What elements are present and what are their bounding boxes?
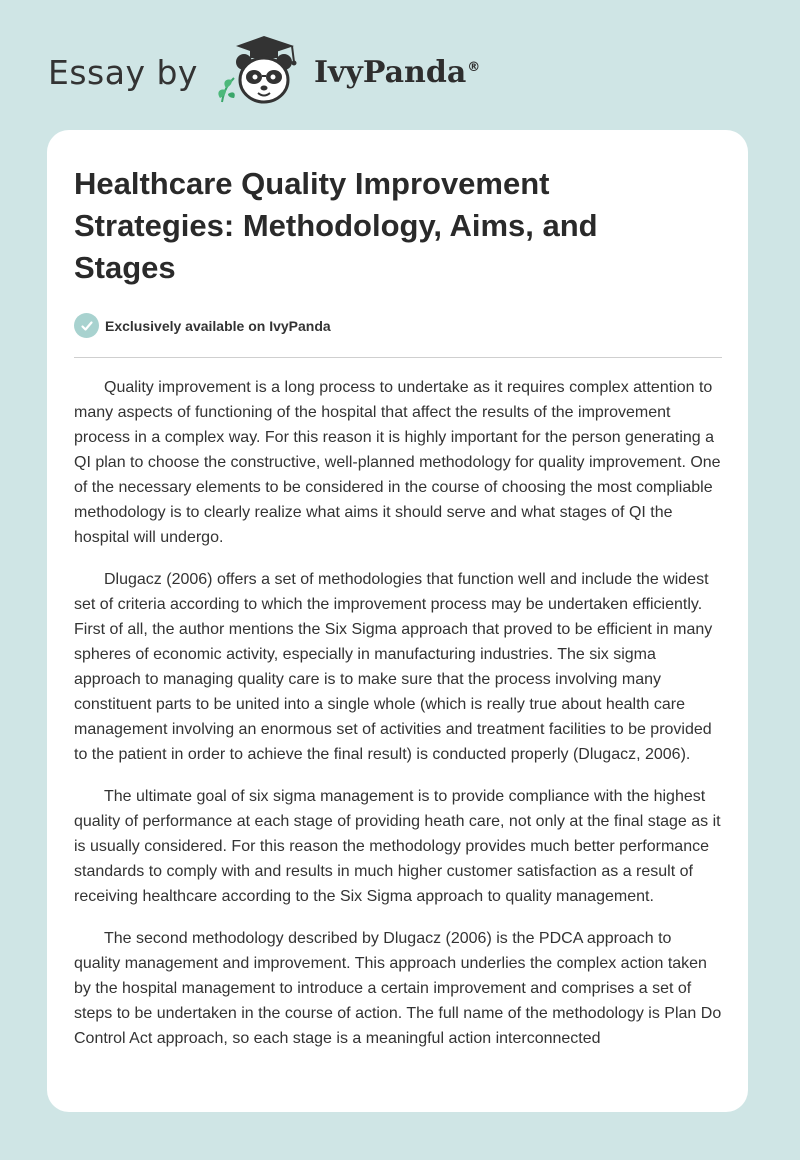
registered-mark: ® bbox=[467, 59, 481, 75]
paragraph: Dlugacz (2006) offers a set of methodologies that function well and include the widest set of criteria according to which the improvement process may be undertaken efficiently. First of all, the author mentions the Six Sigma approach that proved to be efficient in many spheres of economic activity, especially in manufacturing industries. The six sigma approach to managing quality care is to make sure that the process involving many constituent parts to be united into a single whole (which is really true about health care management involving an enormous set of activities and treatment facilities to be provided to the patient in order to achieve the final result) is conducted properly (Dlugacz, 2006). bbox=[74, 571, 713, 763]
essay-by-label: Essay by bbox=[48, 52, 198, 92]
essay-card bbox=[47, 130, 748, 1112]
site-header bbox=[48, 34, 480, 110]
essay-body bbox=[74, 375, 722, 1051]
check-circle-icon bbox=[74, 313, 99, 338]
panda-graduate-icon[interactable] bbox=[214, 32, 306, 113]
exclusive-badge bbox=[74, 313, 721, 338]
divider bbox=[74, 357, 722, 358]
paragraph: The ultimate goal of six sigma management is to provide compliance with the highest quality of performance at each stage of providing heath care, not only at the final stage as it is usually considered. For this reason the methodology provides much better performance standards to comply with and results in much higher customer satisfaction as a result of receiving healthcare according to the Six Sigma approach to quality management. bbox=[74, 788, 721, 905]
paragraph: Quality improvement is a long process to undertake as it requires complex attention to many aspects of functioning of the hospital that affect the results of the improvement process in a complex way. For this reason it is highly important for the person generating a QI plan to choose the constructive, well-planned methodology for quality improvement. One of the necessary elements to be considered in the course of choosing the most compliable methodology is to clearly realize what aims it should serve and what stages of QI the hospital will undergo. bbox=[74, 379, 721, 546]
essay-title: Healthcare Quality Improvement Strategies: Methodology, Aims, and Stages bbox=[74, 166, 598, 285]
exclusive-label: Exclusively available on IvyPanda bbox=[105, 317, 331, 334]
paragraph: The second methodology described by Dlugacz (2006) is the PDCA approach to quality management and improvement. This approach underlies the complex action taken by the hospital management to introduce a certain improvement and comprises a set of steps to be undertaken in the course of action. The full name of the methodology is Plan Do Control Act approach, so each stage is a meaningful action interconnected bbox=[74, 930, 722, 1047]
brand-logo-text[interactable]: IvyPanda® bbox=[313, 54, 481, 90]
